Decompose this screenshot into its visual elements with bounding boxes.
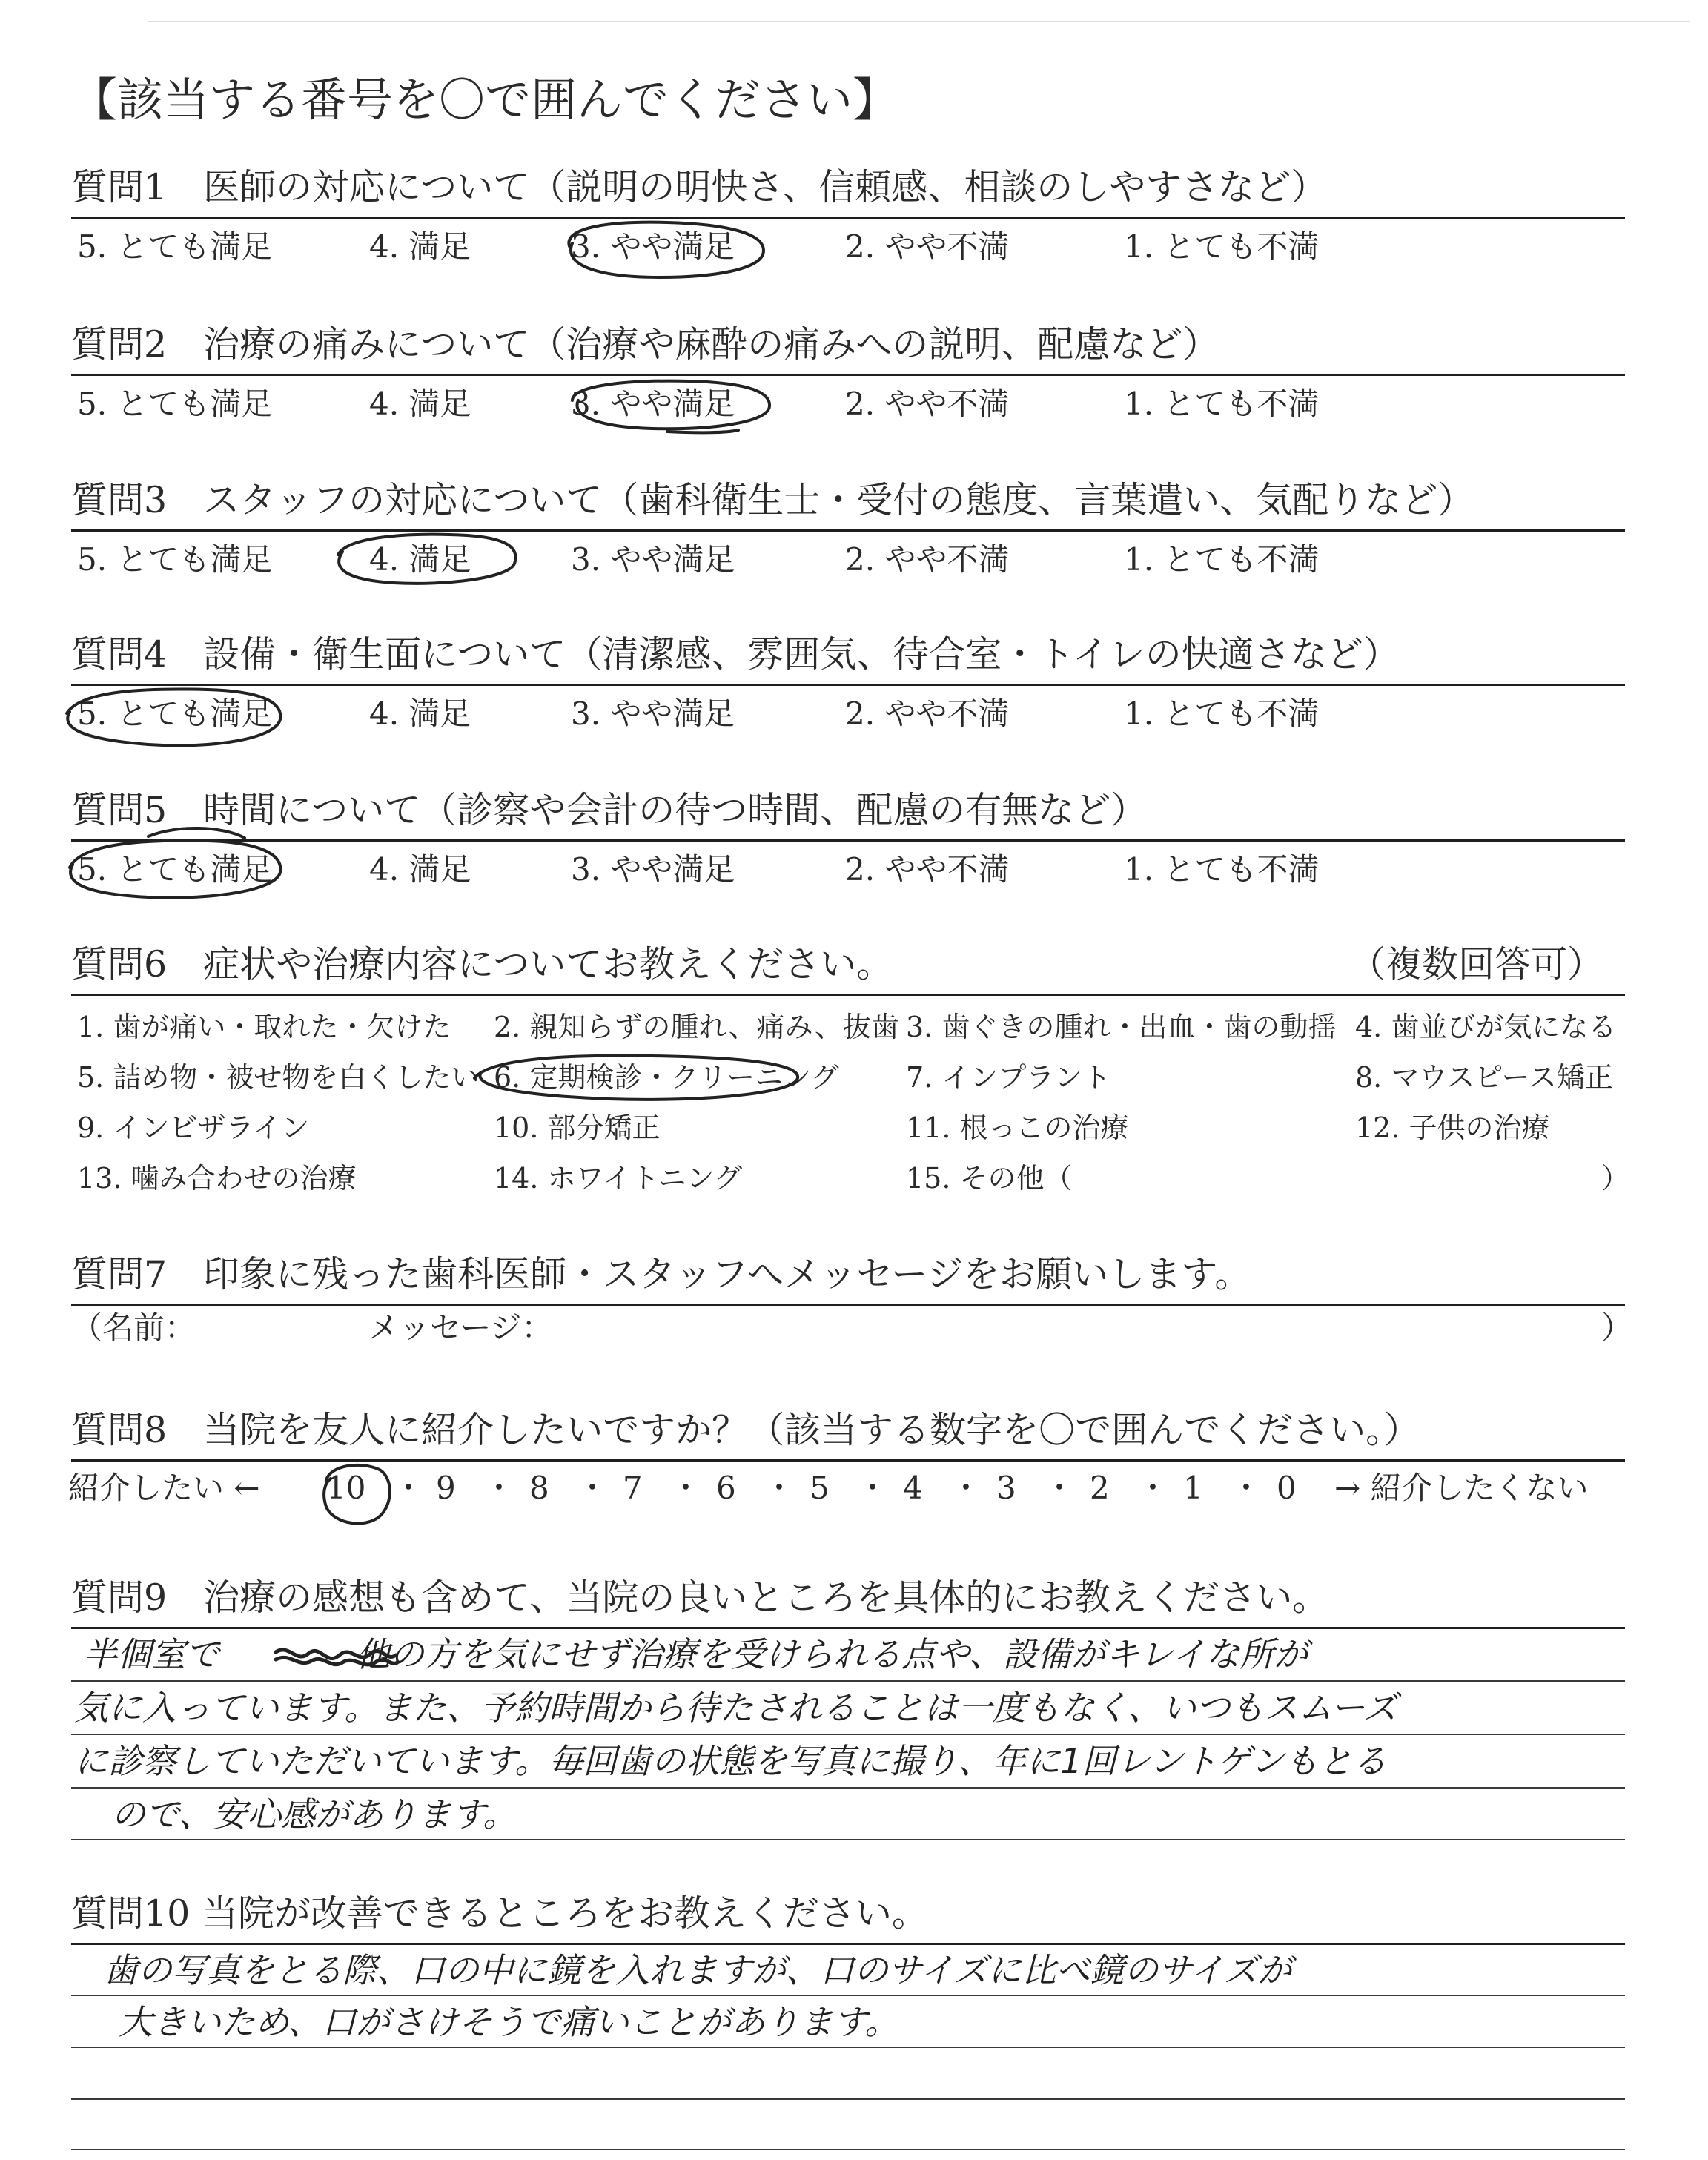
q1-option-4[interactable]: 4. 満足 — [369, 228, 471, 265]
q8-dot: ・ — [764, 1470, 795, 1506]
q7-title: 質問7 印象に残った歯科医師・スタッフへメッセージをお願いします。 — [71, 1253, 1251, 1295]
q8-dot: ・ — [857, 1470, 889, 1506]
q8-number-1[interactable]: 1 — [1183, 1470, 1203, 1506]
q6-title: 質問6 症状や治療内容についてお教えください。 — [71, 943, 893, 985]
q6-selection-circle — [474, 1056, 798, 1100]
q4-title: 質問4 設備・衛生面について（清潔感、雰囲気、待合室・トイレの快適さなど） — [71, 633, 1400, 676]
q8-number-0[interactable]: 0 — [1277, 1470, 1297, 1506]
q2-title: 質問2 治療の痛みについて（治療や麻酔の痛みへの説明、配慮など） — [71, 323, 1219, 366]
q6-option-15[interactable]: 15. その他（ — [906, 1162, 1073, 1195]
q8-number-5[interactable]: 5 — [810, 1470, 830, 1506]
q8-dot: ・ — [483, 1470, 515, 1506]
q6-option-10[interactable]: 10. 部分矯正 — [494, 1112, 661, 1144]
q5-option-5[interactable]: 5. とても満足 — [77, 851, 273, 888]
q6-option-5[interactable]: 5. 詰め物・被せ物を白くしたい — [77, 1061, 480, 1094]
q8-dot: ・ — [1137, 1470, 1169, 1506]
q5-option-3[interactable]: 3. やや満足 — [571, 851, 735, 888]
q8-number-10[interactable]: 10 — [326, 1470, 366, 1506]
q9-answer-line-2: 気に入っています。また、予約時間から待たされることは一度もなく、いつもスムーズ — [74, 1688, 1397, 1728]
q6-option-9[interactable]: 9. インビザライン — [77, 1112, 310, 1144]
q5-selection-circle — [70, 828, 280, 898]
q1-title: 質問1 医師の対応について（説明の明快さ、信頼感、相談のしやすさなど） — [71, 166, 1328, 208]
q7-close: ） — [1601, 1309, 1633, 1346]
q8-dot: ・ — [1044, 1470, 1076, 1506]
q8-number-6[interactable]: 6 — [716, 1470, 736, 1506]
q8-number-2[interactable]: 2 — [1090, 1470, 1110, 1506]
q3-option-5[interactable]: 5. とても満足 — [77, 541, 273, 578]
q4-option-2[interactable]: 2. やや不満 — [845, 696, 1010, 732]
q6-option-11[interactable]: 11. 根っこの治療 — [906, 1112, 1129, 1144]
q2-option-4[interactable]: 4. 満足 — [369, 386, 471, 422]
q8-number-4[interactable]: 4 — [903, 1470, 923, 1506]
q8-title: 質問8 当院を友人に紹介したいですか？（該当する数字を〇で囲んでください。） — [71, 1409, 1420, 1451]
q3-option-3[interactable]: 3. やや満足 — [571, 541, 735, 578]
q6-option-1[interactable]: 1. 歯が痛い・取れた・欠けた — [77, 1011, 451, 1043]
q2-selection-circle — [572, 381, 769, 429]
q6-option-4[interactable]: 4. 歯並びが気になる — [1355, 1011, 1617, 1043]
q6-option-14[interactable]: 14. ホワイトニング — [494, 1162, 743, 1195]
q7-message-label: メッセージ： — [368, 1309, 553, 1346]
q2-option-2[interactable]: 2. やや不満 — [845, 386, 1010, 422]
q6-option-15-close: ） — [1601, 1162, 1630, 1195]
q2-option-3[interactable]: 3. やや満足 — [571, 386, 735, 422]
q8-dot: ・ — [393, 1470, 425, 1506]
q6-option-8[interactable]: 8. マウスピース矯正 — [1355, 1061, 1613, 1094]
q5-option-1[interactable]: 1. とても不満 — [1124, 851, 1320, 888]
q6-option-2[interactable]: 2. 親知らずの腫れ、痛み、抜歯 — [494, 1011, 899, 1043]
q4-option-5[interactable]: 5. とても満足 — [77, 696, 273, 732]
q8-dot: ・ — [670, 1470, 702, 1506]
q1-option-2[interactable]: 2. やや不満 — [845, 228, 1010, 265]
q10-answer-line-1: 歯の写真をとる際、口の中に鏡を入れますが、口のサイズに比べ鏡のサイズが — [104, 1950, 1292, 1990]
q3-title: 質問3 スタッフの対応について（歯科衛生士・受付の態度、言葉遣い、気配りなど） — [71, 479, 1474, 521]
q3-selection-circle — [338, 535, 516, 584]
q3-option-2[interactable]: 2. やや不満 — [845, 541, 1010, 578]
q8-number-3[interactable]: 3 — [996, 1470, 1016, 1506]
q6-option-13[interactable]: 13. 噛み合わせの治療 — [77, 1162, 357, 1195]
q1-selection-circle — [569, 222, 764, 277]
q6-option-3[interactable]: 3. 歯ぐきの腫れ・出血・歯の動揺 — [906, 1011, 1337, 1043]
q9-answer-line-4: ので、安心感があります。 — [111, 1794, 517, 1834]
q3-option-4[interactable]: 4. 満足 — [369, 541, 471, 578]
q3-option-1[interactable]: 1. とても不満 — [1124, 541, 1320, 578]
q6-option-7[interactable]: 7. インプラント — [906, 1061, 1111, 1094]
q9-answer-line-3: に診察していただいています。毎回歯の状態を写真に撮り、年に1回レントゲンもとる — [74, 1741, 1387, 1781]
q6-note: （複数回答可） — [1349, 943, 1604, 985]
q6-option-12[interactable]: 12. 子供の治療 — [1355, 1112, 1550, 1144]
q8-selection-circle — [324, 1465, 390, 1524]
form-header: 【該当する番号を〇で囲んでください】 — [71, 73, 899, 127]
q2-option-1[interactable]: 1. とても不満 — [1124, 386, 1320, 422]
q1-option-1[interactable]: 1. とても不満 — [1124, 228, 1320, 265]
q10-title: 質問10 当院が改善できるところをお教えください。 — [71, 1892, 928, 1935]
q6-option-6[interactable]: 6. 定期検診・クリーニング — [494, 1061, 839, 1094]
q9-title: 質問9 治療の感想も含めて、当院の良いところを具体的にお教えください。 — [71, 1576, 1329, 1619]
q2-underline — [667, 430, 738, 432]
q4-option-3[interactable]: 3. やや満足 — [571, 696, 735, 732]
q8-left-label: 紹介したい ← — [68, 1470, 260, 1506]
q4-selection-circle — [67, 689, 280, 745]
q8-dot: ・ — [577, 1470, 609, 1506]
q7-name-label: （名前： — [71, 1309, 196, 1346]
q9-scribble — [276, 1650, 397, 1665]
q9-answer-line-1: 半個室で 他の方を気にせず治療を受けられる点や、設備がキレイな所が — [83, 1634, 1308, 1674]
q8-number-9[interactable]: 9 — [436, 1470, 456, 1506]
q4-option-1[interactable]: 1. とても不満 — [1124, 696, 1320, 732]
q5-option-2[interactable]: 2. やや不満 — [845, 851, 1010, 888]
q1-option-3[interactable]: 3. やや満足 — [571, 228, 735, 265]
q5-option-4[interactable]: 4. 満足 — [369, 851, 471, 888]
q8-dot: ・ — [950, 1470, 982, 1506]
q8-dot: ・ — [1231, 1470, 1262, 1506]
q10-answer-line-2: 大きいため、口がさけそうで痛いことがあります。 — [119, 2002, 899, 2042]
q4-option-4[interactable]: 4. 満足 — [369, 696, 471, 732]
q2-option-5[interactable]: 5. とても満足 — [77, 386, 273, 422]
q5-title: 質問5 時間について（診察や会計の待つ時間、配慮の有無など） — [71, 789, 1148, 831]
q1-option-5[interactable]: 5. とても満足 — [77, 228, 273, 265]
q8-right-label: → 紹介したくない — [1334, 1470, 1589, 1506]
q8-number-7[interactable]: 7 — [623, 1470, 643, 1506]
q8-number-8[interactable]: 8 — [529, 1470, 549, 1506]
